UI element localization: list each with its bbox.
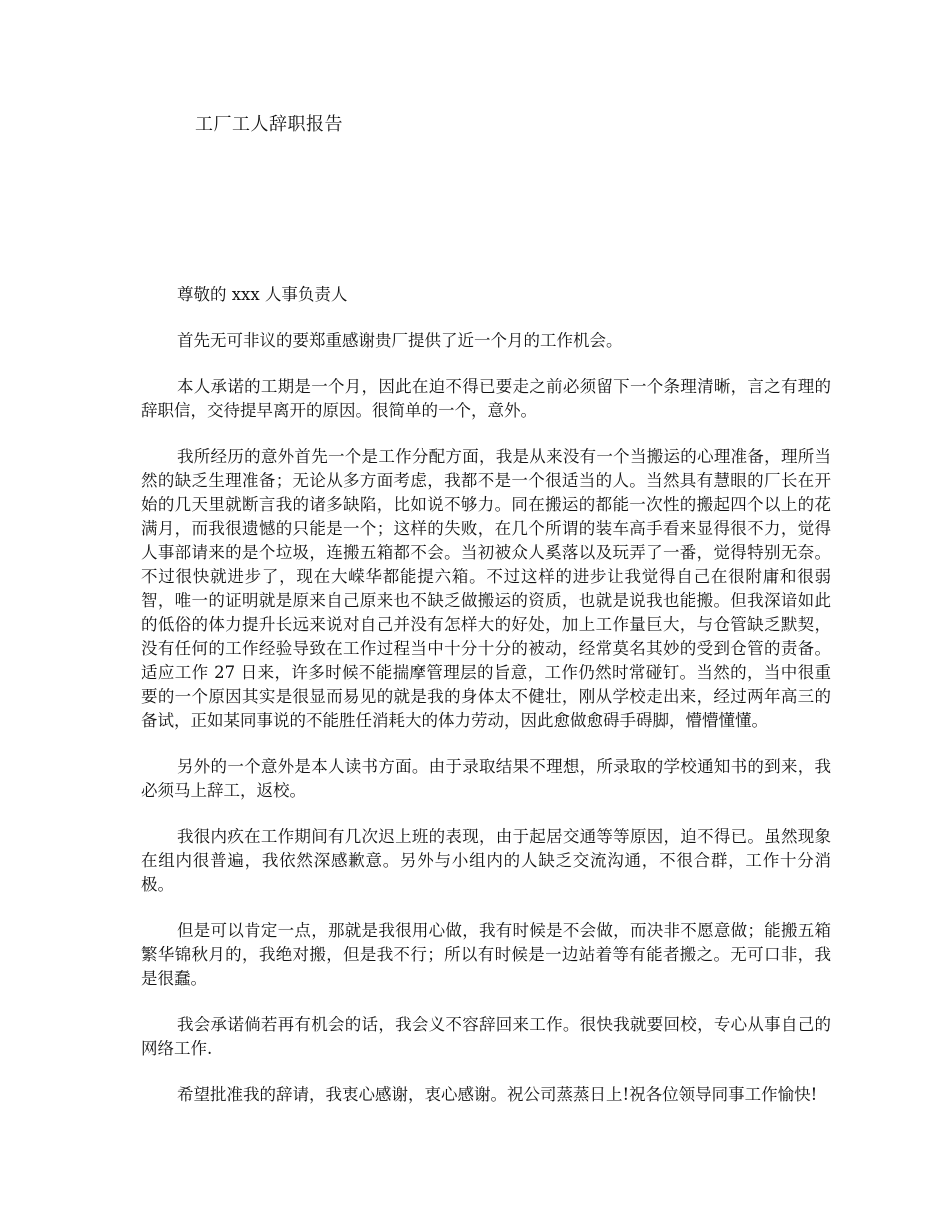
salutation: 尊敬的 xxx 人事负责人 xyxy=(177,285,348,304)
letter-body xyxy=(141,283,831,1107)
paragraph-work-assignment: 我所经历的意外首先一个是工作分配方面，我是从来没有一个当搬运的心理准备，理所当然的缺乏生理准备；无论从多方面考虑，我都不是一个很适当的人。当然具有慧眼的厂长在开始的几天里就断言我的诸多缺陷，比如说不够力。同在搬运的都能一次性的搬起四个以上的花满月，而我很遗憾的只能是一个；这样的失败，在几个所谓的装车高手看来显得很不力，觉得人事部请来的是个垃圾，连搬五箱都不会。当初被众人奚落以及玩弄了一番，觉得特别无奈。不过很快就进步了，现在大嵘华都能提六箱。不过这样的进步让我觉得自己在很附庸和很弱智，唯一的证明就是原来自己原来也不缺乏做搬运的资质，也就是说我也能搬。但我深谙如此的低俗的体力提升长远来说对自己并没有怎样大的好处，加上工作量巨大，与仓管缺乏默契，没有任何的工作经验导致在工作过程当中十分十分的被动，经常莫名其妙的受到仓管的责备。适应工作 27 日来，许多时候不能揣摩管理层的旨意，工作仍然时常碰钉。当然的，当中很重要的一个原因其实是很显而易见的就是我的身体太不健壮，刚从学校走出来，经过两年高三的备试，正如某同事说的不能胜任消耗大的体力劳动，因此愈做愈碍手碍脚，懵懵懂懂。 xyxy=(141,447,831,730)
paragraph-term: 本人承诺的工期是一个月，因此在迫不得已要走之前必须留下一个条理清晰，言之有理的辞职信，交待提早离开的原因。很简单的一个，意外。 xyxy=(141,377,831,420)
paragraph-closing: 希望批准我的辞请，我衷心感谢，衷心感谢。祝公司蒸蒸日上!祝各位领导同事工作愉快! xyxy=(177,1085,818,1104)
document-title: 工厂工人辞职报告 xyxy=(195,114,343,135)
paragraph-effort: 但是可以肯定一点，那就是我很用心做，我有时候是不会做，而决非不愿意做；能搬五箱繁华锦秋月的，我绝对搬，但是我不行；所以有时候是一边站着等有能者搬之。无可口非，我是很蠢。 xyxy=(141,921,831,988)
paragraph-promise: 我会承诺倘若再有机会的话，我会义不容辞回来工作。很快我就要回校，专心从事自己的网络工作. xyxy=(141,1015,831,1058)
paragraph-thanks: 首先无可非议的要郑重感谢贵厂提供了近一个月的工作机会。 xyxy=(177,331,623,350)
paragraph-apology: 我很内疚在工作期间有几次迟上班的表现，由于起居交通等等原因，迫不得已。虽然现象在组内很普遍，我依然深感歉意。另外与小组内的人缺乏交流沟通，不很合群，工作十分消极。 xyxy=(141,827,831,894)
paragraph-study: 另外的一个意外是本人读书方面。由于录取结果不理想，所录取的学校通知书的到来，我必须马上辞工，返校。 xyxy=(141,757,831,800)
